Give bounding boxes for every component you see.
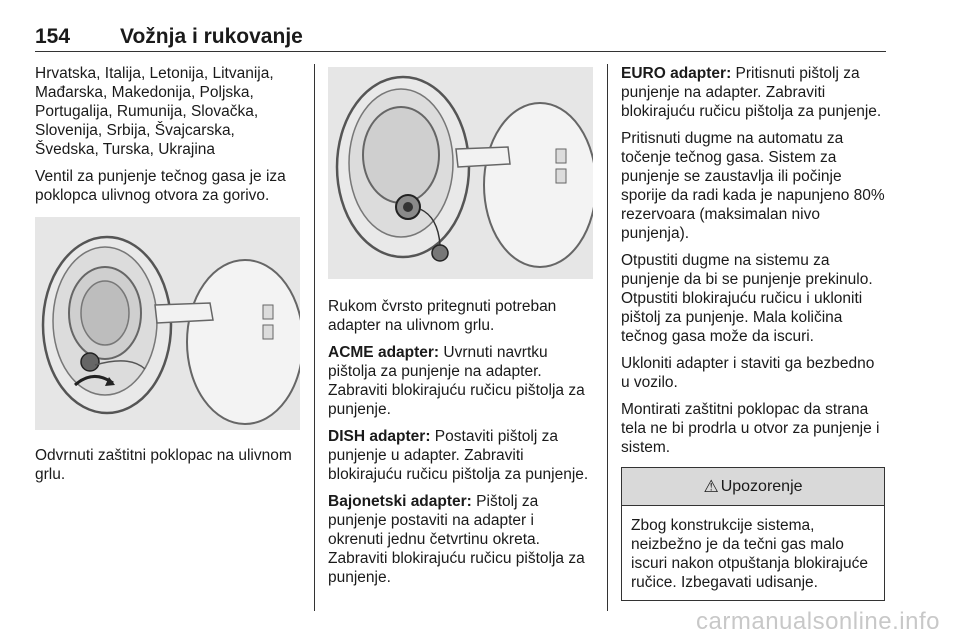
- page-title: Vožnja i rukovanje: [120, 25, 303, 48]
- fuel-inlet-adapter-illustration: [328, 67, 593, 279]
- paragraph: Otpustiti dugme na sistemu za punjenje da bi se punjenje prekinulo. Otpustiti blokirajuću ručicu i ukloniti pištolj za punjenje. Mala količina tečnog gasa može da iscuri.: [621, 252, 873, 345]
- paragraph: Pritisnuti dugme na automatu za točenje tečnog gasa. Sistem za punjenje se zaustavlja ili počinje sporije da radi kada je napunjeno 80% rezervoara (maksimalan nivo punjenja).: [621, 130, 885, 242]
- paragraph: Rukom čvrsto pritegnuti potreban adapter na ulivnom grlu.: [328, 298, 557, 334]
- dish-adapter-paragraph: [328, 427, 593, 484]
- euro-adapter-label: EURO adapter:: [621, 65, 732, 82]
- warning-triangle-icon: ⚠: [703, 477, 719, 496]
- paragraph: Ventil za punjenje tečnog gasa je iza poklopca ulivnog otvora za gorivo.: [35, 168, 286, 204]
- figure-caption: Odvrnuti zaštitni poklopac na ulivnom grlu.: [35, 447, 292, 483]
- paragraph: Ukloniti adapter i staviti ga bezbedno u vozilo.: [621, 355, 875, 391]
- warning-text: Zbog konstrukcije sistema, neizbežno je da tečni gas malo iscuri nakon otpuštanja blokirajuće ručice. Izbegavati udisanje.: [631, 517, 868, 591]
- fuel-flap-drawing: [35, 217, 300, 430]
- fuel-flap-open-illustration: [35, 217, 300, 430]
- bayonet-adapter-paragraph: [328, 492, 593, 587]
- country-list: Hrvatska, Italija, Letonija, Litvanija, Mađarska, Makedonija, Poljska, Portugalija, Rumunija, Slovačka, Slovenija, Srbija, Švajcarska, Švedska, Turska, Ukrajina: [35, 65, 274, 158]
- warning-body: [622, 506, 884, 600]
- column-2: [328, 64, 593, 595]
- acme-adapter-paragraph: [328, 343, 593, 419]
- bayonet-adapter-text: Pištolj za punjenje postaviti na adapter i okrenuti jednu četvrtinu okreta. Zabraviti blokirajuću ručicu pištolja za punjenje.: [328, 493, 585, 586]
- dish-adapter-label: DISH adapter:: [328, 428, 431, 445]
- euro-adapter-paragraph: [621, 64, 886, 121]
- fuel-inlet-drawing: [328, 67, 593, 279]
- warning-box: [621, 467, 885, 601]
- dish-adapter-text: Postaviti pištolj za punjenje u adapter. Zabraviti blokirajuću ručicu pištolja za punjenje.: [328, 428, 589, 483]
- column-divider: [314, 64, 315, 611]
- column-divider: [607, 64, 608, 611]
- watermark: carmanualsonline.info: [696, 608, 940, 635]
- warning-header: [622, 468, 884, 506]
- column-3: [621, 64, 886, 601]
- page-number: 154: [35, 25, 71, 48]
- column-1: [35, 64, 300, 492]
- header-rule: [35, 51, 886, 52]
- page-header: [35, 25, 886, 51]
- acme-adapter-text: Uvrnuti navrtku pištolja za punjenje na adapter. Zabraviti blokirajuću ručicu pištolja za punjenje.: [328, 344, 585, 418]
- euro-adapter-text: Pritisnuti pištolj za punjenje na adapter. Zabraviti blokirajuću ručicu pištolja za punjenje.: [621, 65, 882, 120]
- paragraph: Montirati zaštitni poklopac da strana tela ne bi prodrla u otvor za punjenje i sistem.: [621, 401, 880, 456]
- acme-adapter-label: ACME adapter:: [328, 344, 440, 361]
- warning-title: Upozorenje: [720, 478, 803, 495]
- bayonet-adapter-label: Bajonetski adapter:: [328, 493, 472, 510]
